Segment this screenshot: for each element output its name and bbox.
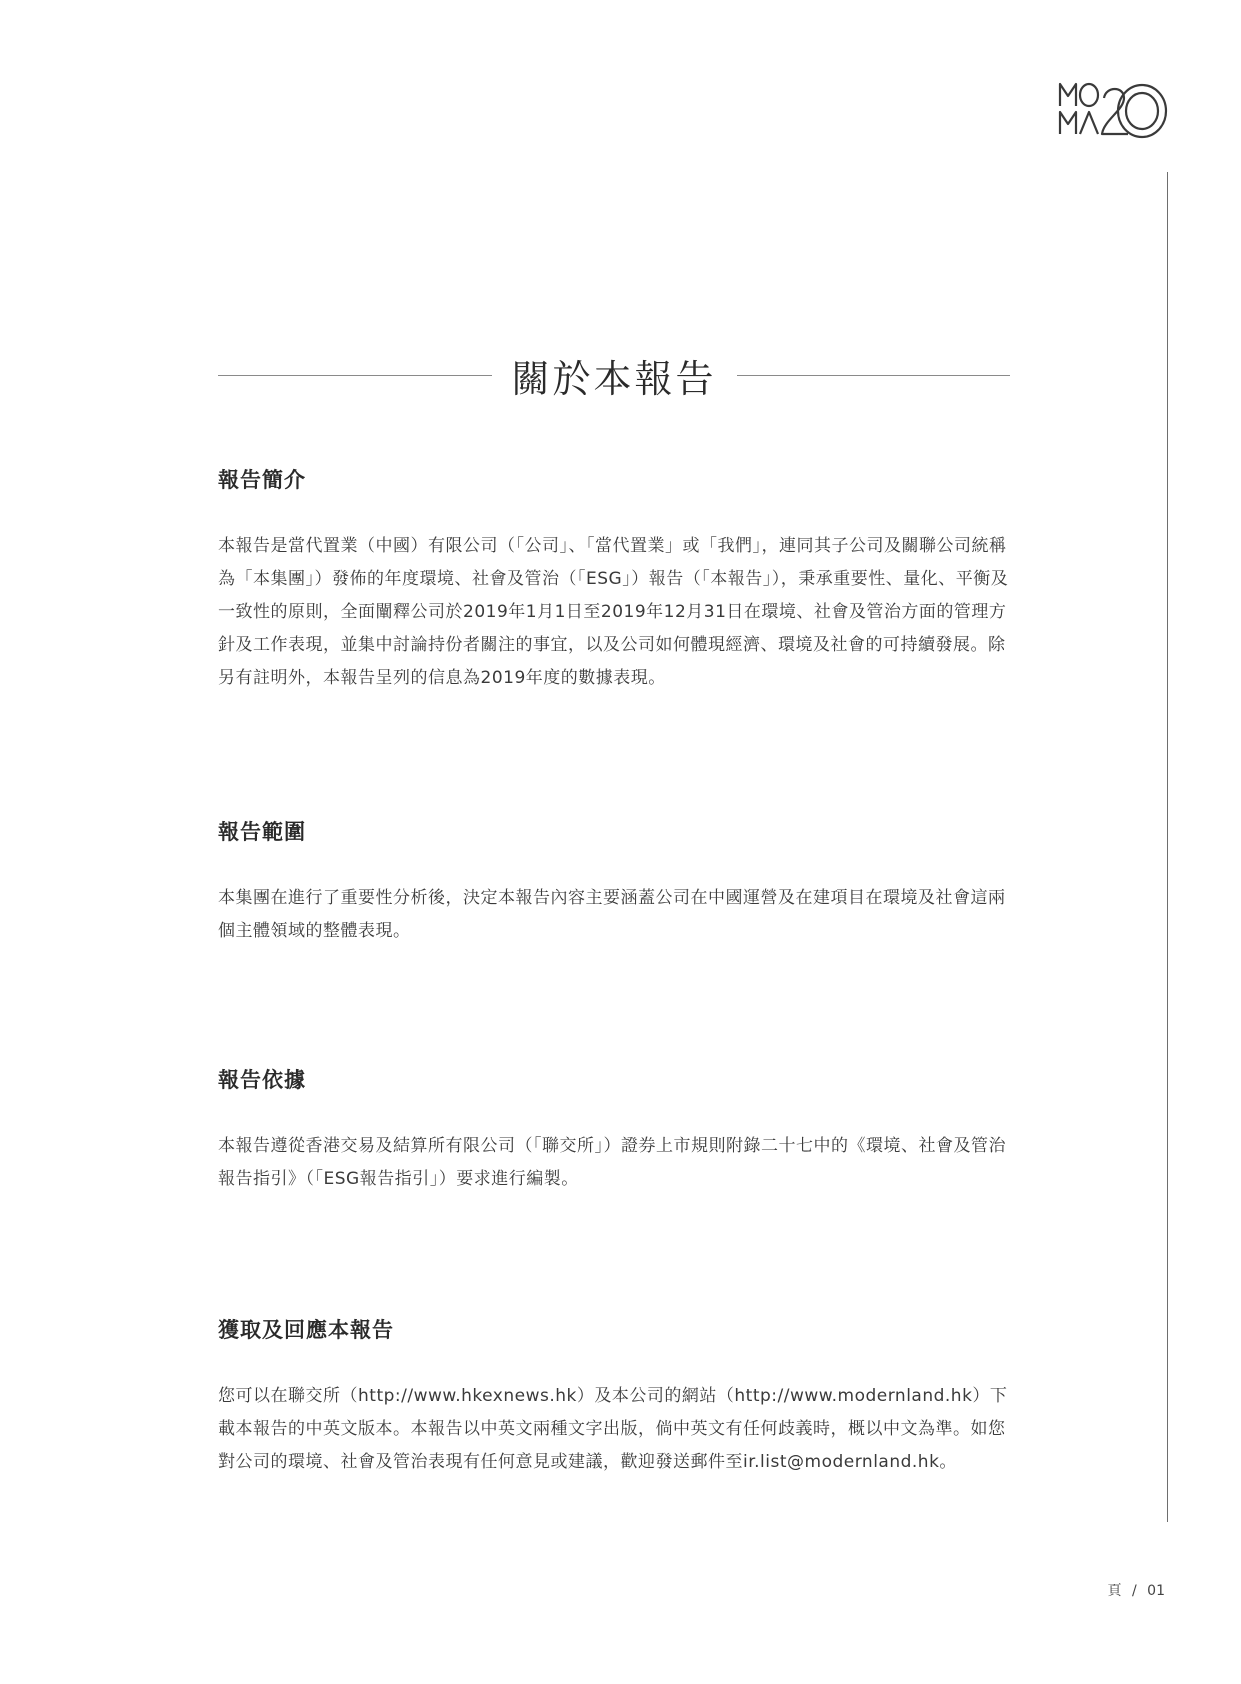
section-report-basis [218,1064,1018,1196]
title-row [218,345,1010,405]
title-rule-left [218,375,492,376]
section-body: 您可以在聯交所（http://www.hkexnews.hk）及本公司的網站（http://www.modernland.hk）下載本報告的中英文版本。本報告以中英文兩種文字出版，倘中英文有任何歧義時，概以中文為準。如您對公司的環境、社會及管治表現有任何意見或建議，歡迎發送郵件至ir.list@modernland.hk。 [218,1386,1008,1472]
page-number: 01 [1147,1583,1165,1599]
section-access-feedback [218,1314,1018,1479]
moma-logo [1058,80,1188,140]
page-footer [1105,1580,1168,1600]
section-report-overview [218,464,1018,695]
page-label: 頁 [1107,1583,1122,1599]
section-heading: 報告依據 [218,1068,306,1092]
section-body: 本報告遵從香港交易及結算所有限公司（「聯交所」）證券上市規則附錄二十七中的《環境、社會及管治報告指引》（「ESG報告指引」）要求進行編製。 [218,1136,1006,1189]
section-heading: 報告範圍 [218,820,306,844]
page-title: 關於本報告 [511,356,717,401]
title-rule-right [737,375,1011,376]
section-body: 本報告是當代置業（中國）有限公司（「公司」、「當代置業」或「我們」，連同其子公司及關聯公司統稱為「本集團」）發佈的年度環境、社會及管治（「ESG」）報告（「本報告」），秉承重要性、量化、平衡及一致性的原則，全面闡釋公司於2019年1月1日至2019年12月31日在環境、社會及管治方面的管理方針及工作表現，並集中討論持份者關注的事宜，以及公司如何體現經濟、環境及社會的可持續發展。除另有註明外，本報告呈列的信息為2019年度的數據表現。 [218,536,1009,688]
section-heading: 報告簡介 [218,468,306,492]
section-heading: 獲取及回應本報告 [218,1318,394,1342]
side-rule [1167,172,1168,1522]
page-separator: / [1132,1583,1137,1599]
section-report-scope [218,816,1018,948]
section-body: 本集團在進行了重要性分析後，決定本報告內容主要涵蓋公司在中國運營及在建項目在環境及社會這兩個主體領域的整體表現。 [218,888,1006,941]
